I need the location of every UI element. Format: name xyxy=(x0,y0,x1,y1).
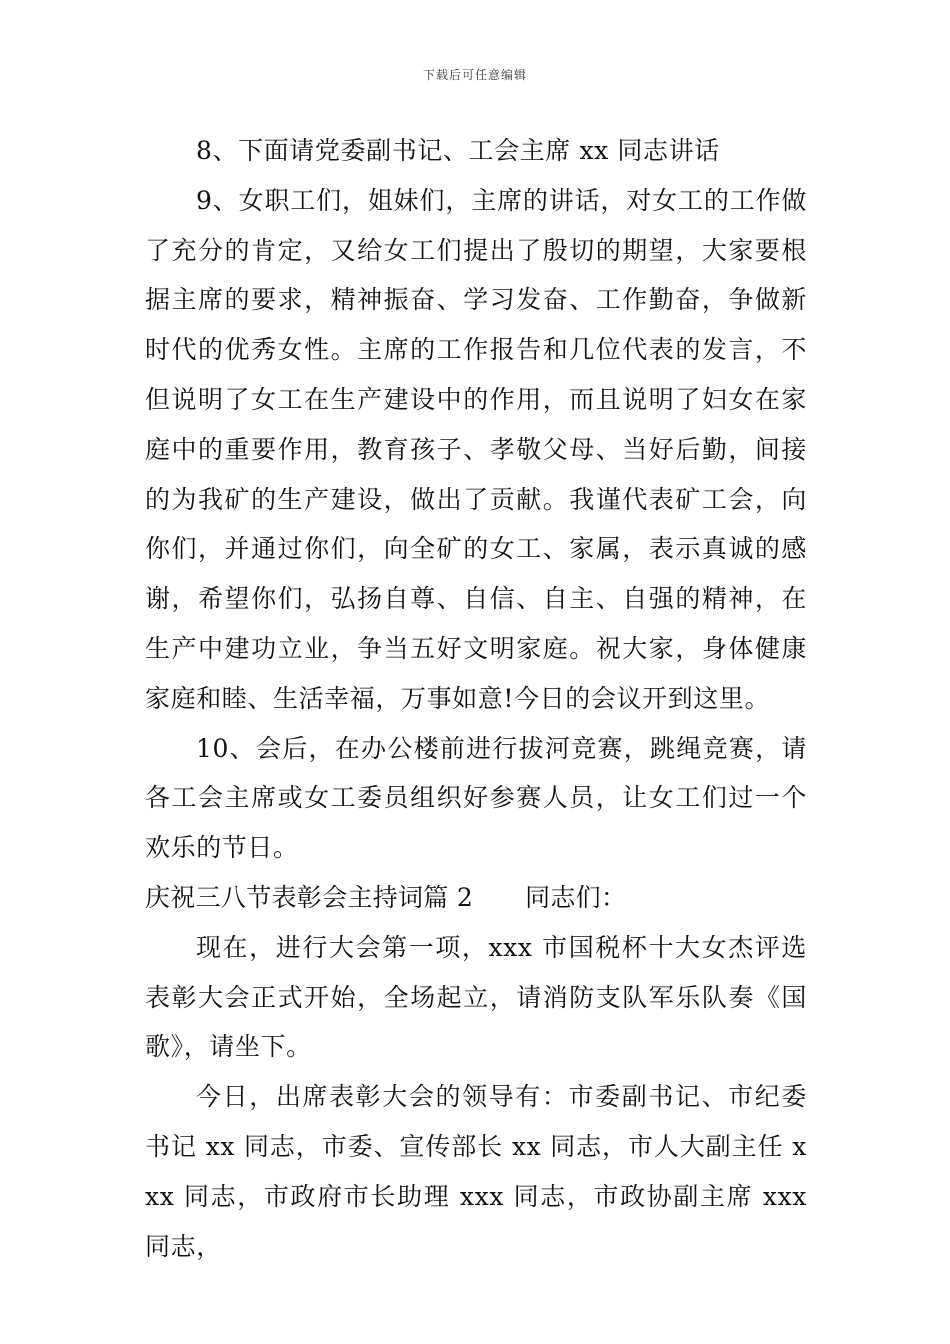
document-body xyxy=(145,126,807,1271)
section-heading xyxy=(145,873,807,923)
paragraph-item-8: 8、下面请党委副书记、工会主席 xx 同志讲话 xyxy=(196,136,720,165)
paragraph-item-10: 10、会后，在办公楼前进行拔河竞赛，跳绳竞赛，请各工会主席或女工委员组织好参赛人员，让女工们过一个欢乐的节日。 xyxy=(145,733,807,863)
section-title: 庆祝三八节表彰会主持词篇 2 xyxy=(145,882,474,912)
paragraph-item-9: 9、女职工们，姐妹们，主席的讲话，对女工的工作做了充分的肯定，又给女工们提出了殷切的期望，大家要根据主席的要求，精神振奋、学习发奋、工作勤奋，争做新时代的优秀女性。主席的工作报告和几位代表的发言，不但说明了女工在生产建设中的作用，而且说明了妇女在家庭中的重要作用，教育孩子、孝敬父母、当好后勤，间接的为我矿的生产建设，做出了贡献。我谨代表矿工会，向你们，并通过你们，向全矿的女工、家属，表示真诚的感谢，希望你们，弘扬自尊、自信、自主、自强的精神，在生产中建功立业，争当五好文明家庭。祝大家，身体健康家庭和睦、生活幸福，万事如意!今日的会议开到这里。 xyxy=(145,185,807,713)
section-greeting: 同志们： xyxy=(525,882,627,912)
page-header-note: 下载后可任意编辑 xyxy=(422,68,527,82)
paragraph-opening: 现在，进行大会第一项，xxx 市国税杯十大女杰评选表彰大会正式开始，全场起立，请消防支队军乐队奏《国歌》，请坐下。 xyxy=(145,932,807,1062)
paragraph-leaders: 今日，出席表彰大会的领导有：市委副书记、市纪委书记 xx 同志，市委、宣传部长 xx 同志，市人大副主任 xxx 同志，市政府市长助理 xxx 同志，市政协副主席 xxx 同志， xyxy=(145,1082,807,1261)
